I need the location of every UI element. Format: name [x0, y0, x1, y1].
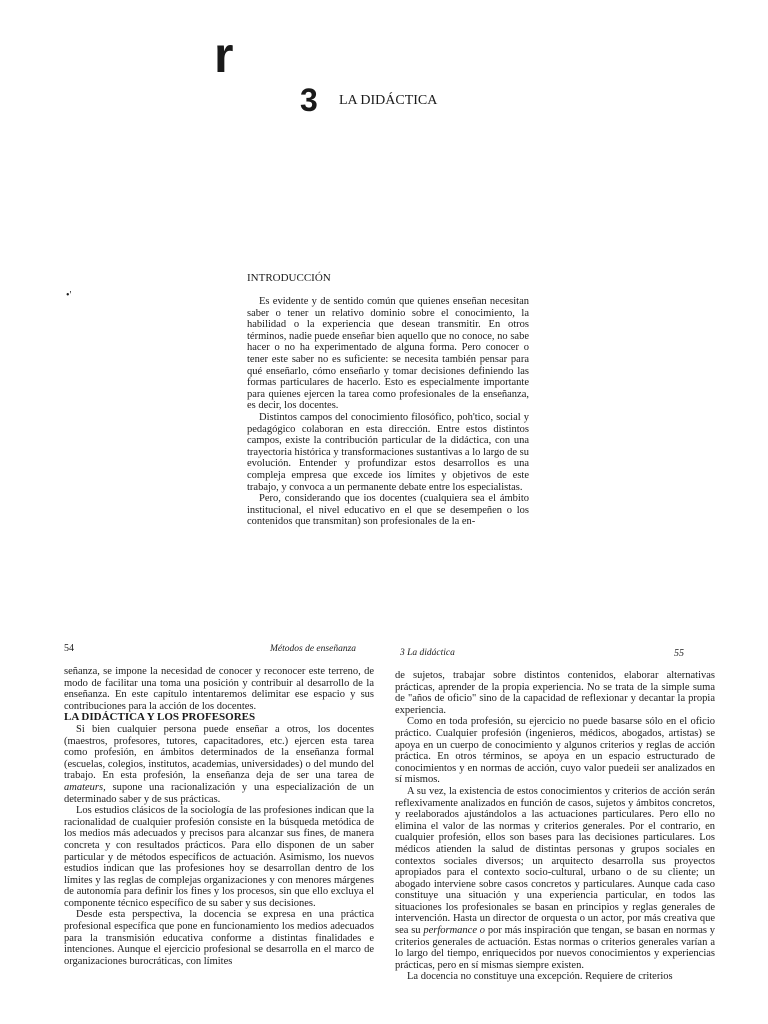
left-page-column	[64, 666, 374, 967]
chapter-title: LA DIDÁCTICA	[339, 93, 438, 108]
right-paragraph-4: La docencia no constituye una excepción. Requiere de criterios	[407, 971, 673, 983]
left-paragraph-1	[64, 724, 374, 805]
left-paragraph-1-b: supone una racionalización y una especialización de un determinado saber y de sus prácticas.	[64, 781, 374, 805]
right-running-head: 3 La didáctica	[400, 648, 455, 658]
left-paragraph-1-italic: amateurs,	[64, 781, 106, 793]
left-page-number: 54	[64, 643, 74, 654]
intro-paragraph-3: Pero, considerando que ios docentes (cualquiera sea el ámbito institucional, el nivel educativo en el que se desempeñen o los contenidos que transmitan) son profesionales de la en-	[247, 493, 529, 528]
left-paragraph-1-a: Si bien cualquier persona puede enseñar a otros, los docentes (maestros, profesores, tutores, capacitadores, etc.) ejercen esta tarea como profesión, en ámbitos determinados de la enseñanza formal (escuelas, colegios, institutos, academias, universidades) o del mundo del trabajo. En esta profesión, la enseñanza deja de ser una tarea de	[64, 723, 374, 782]
continuation-paragraph: señanza, se impone la necesidad de conocer y reconocer este terreno, de modo de facilitar una toma una posición y contribuir al desarrollo de la enseñanza. En este capítulo intentaremos delimitar ese espacio y sus contribuciones para la acción de los docentes.	[64, 666, 374, 712]
intro-body	[247, 296, 529, 528]
right-page-number: 55	[674, 648, 684, 659]
right-paragraph-3-italic: performance o	[423, 925, 486, 937]
left-paragraph-3: Desde esta perspectiva, la docencia se expresa en una práctica profesional específica que pone en funcionamiento los medios adecuados para la transmisión educativa conforme a distintas finalidades e intenciones. Aunque el ejercicio profesional se desarrolla en el marco de organizaciones burocráticas, con límites	[64, 909, 374, 967]
intro-paragraph-1: Es evidente y de sentido común que quienes enseñan necesitan saber o tener un relativo dominio sobre el conocimiento, la habilidad o la experiencia que desean transmitir. En otros términos, nadie puede enseñar bien aquello que no conoce, no sabe hacer o no ha experimentado de alguna forma. Pero conocer o tener este saber no es suficiente: se necesita también pensar para qué enseñarlo, cómo enseñarlo y tomar decisiones definiendo las formas particulares de hacerlo. Esto es especialmente importante para quienes ejercen la tarea como profesionales de la enseñanza, es decir, los docentes.	[247, 296, 529, 412]
left-paragraph-2: Los estudios clásicos de la sociología de las profesiones indican que la racionalidad de cualquier profesión consiste en la búsqueda metódica de los medios más adecuados y precisos para alcanzar sus fines, de manera concreta y con resultados prácticos. Para ello disponen de un saber particular y de métodos específicos de actuación. Asimismo, los nuevos estudios indican que las profesiones hoy se desarrollan dentro de los límites y las reglas de complejas organizaciones y con menores márgenes de autonomía para definir los fines y los procesos, sin que ello excluya el componente técnico específico de su saber y sus decisiones.	[64, 805, 374, 909]
intro-paragraph-2: Distintos campos del conocimiento filosófico, poh'tico, social y pedagógico colaboran en esta dirección. Entre estos distintos campos, existe la contribución particular de la didáctica, con una trayectoria histórica y transformaciones sustantivas a lo largo de su evolución. Entender y profundizar estos desarrollos es una compleja empresa que excede ios límites y objetivos de este trabajo, y convoca a un permanente debate entre los especialistas.	[247, 411, 529, 493]
right-paragraph-3-b: por más inspiración que tengan, se basan en normas y criterios generales de actuación. Estas normas o criterios generales varían a lo largo del tiempo, enriquecidos por nuevos conocimientos y experiencias prácticas, pero en sí mismas siempre existen.	[395, 925, 715, 971]
chapter-ornament-letter: r	[214, 27, 234, 83]
chapter-number: 3	[300, 82, 318, 118]
left-running-head: Métodos de enseñanza	[270, 644, 357, 654]
right-paragraph-3-a: A su vez, la existencia de estos conocimientos y criterios de acción serán reflexivamente analizados en función de casos, sujetos y ámbitos concretos, y reelaborados ajustándolos a las actuaciones particulares. Pero ello no elimina el valor de las normas y criterios generales. Por el contrario, en cualquier profesión, ellos son bases para las decisiones particulares. Los médicos atienden la salud de distintas personas y grupos sociales en contextos sociales diversos; un arquitecto desarrolla sus proyectos apropiados para el contexto socio-cultural, urbano o de su cliente; un abogado interviene sobre casos concretos y particulares. Aunque cada caso constituye una situación y una experiencia particular, en todos las situaciones los profesionales se basan en principios y reglas generales de intervención. Hasta un director de orquesta o un actor, por más creativa que sea su	[395, 785, 715, 937]
right-paragraph-2: Como en toda profesión, su ejercicio no puede basarse sólo en el oficio práctico. Cualquier profesión (ingenieros, médicos, abogados, artistas) se apoya en un cuerpo de conocimiento y algunos criterios y reglas de acción práctica. En otros términos, se apoya en un espacio estructurado de conocimientos y en normas de acción, cuyo valor puedeii ser analizados en sí mismos.	[395, 716, 715, 786]
stray-mark: •'	[66, 290, 72, 301]
right-page-column	[395, 670, 715, 983]
intro-heading: INTRODUCCIÓN	[247, 272, 331, 284]
section-heading: LA DIDÁCTICA Y LOS PROFESORES	[64, 711, 256, 724]
right-paragraph-1: de sujetos, trabajar sobre distintos contenidos, elaborar alternativas prácticas, aprender de la propia experiencia. No se trata de la simple suma de "años de oficio" sino de la capacidad de reflexionar y decantar la propia experiencia.	[395, 670, 715, 716]
right-paragraph-3	[395, 786, 715, 972]
